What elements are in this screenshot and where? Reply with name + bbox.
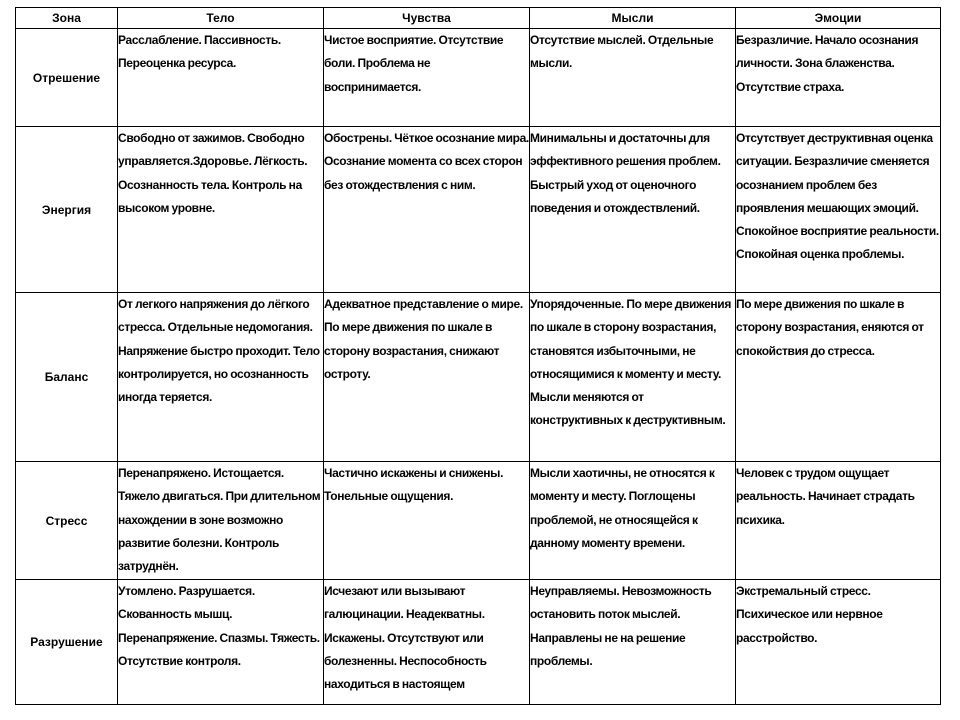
- table-row: [16, 462, 941, 580]
- feelings-cell: Частично искажены и снижены. Тонельные ощущения.: [324, 462, 530, 580]
- feelings-cell: Обострены. Чёткое осознание мира. Осознание момента со всех сторон без отождествления с ним.: [324, 127, 530, 293]
- header-body: Тело: [118, 8, 324, 29]
- table-row: [16, 29, 941, 127]
- zone-name: Энергия: [16, 127, 118, 293]
- body-cell: От легкого напряжения до лёгкого стресса. Отдельные недомогания. Напряжение быстро проходит. Тело контролируется, но осознанность иногда теряется.: [118, 293, 324, 462]
- thoughts-cell: Отсутствие мыслей. Отдельные мысли.: [530, 29, 736, 127]
- thoughts-cell: Мысли хаотичны, не относятся к моменту и месту. Поглощены проблемой, не относящейся к данному моменту времени.: [530, 462, 736, 580]
- feelings-cell: Исчезают или вызывают галюцинации. Неадекватны. Искажены. Отсутствуют или болезненны. Неспособность находиться в настоящем: [324, 580, 530, 705]
- zone-name: Баланс: [16, 293, 118, 462]
- zones-table: [15, 7, 941, 705]
- header-thoughts: Мысли: [530, 8, 736, 29]
- emotions-cell: Экстремальный стресс. Психическое или нервное расстройство.: [736, 580, 941, 705]
- emotions-cell: Человек с трудом ощущает реальность. Начинает страдать психика.: [736, 462, 941, 580]
- thoughts-cell: Неуправляемы. Невозможность остановить поток мыслей. Направлены не на решение проблемы.: [530, 580, 736, 705]
- body-cell: Перенапряжено. Истощается. Тяжело двигаться. При длительном нахождении в зоне возможно развитие болезни. Контроль затруднён.: [118, 462, 324, 580]
- zone-name: Отрешение: [16, 29, 118, 127]
- emotions-cell: Безразличие. Начало осознания личности. Зона блаженства. Отсутствие страха.: [736, 29, 941, 127]
- body-cell: Расслабление. Пассивность. Переоценка ресурса.: [118, 29, 324, 127]
- feelings-cell: Чистое восприятие. Отсутствие боли. Проблема не воспринимается.: [324, 29, 530, 127]
- body-cell: Свободно от зажимов. Свободно управляется.Здоровье. Лёгкость. Осознанность тела. Контроль на высоком уровне.: [118, 127, 324, 293]
- header-feelings: Чувства: [324, 8, 530, 29]
- emotions-cell: Отсутствует деструктивная оценка ситуации. Безразличие сменяется осознанием проблем без проявления мешающих эмоций. Спокойное восприятие реальности. Спокойная оценка проблемы.: [736, 127, 941, 293]
- zone-name: Стресс: [16, 462, 118, 580]
- thoughts-cell: Минимальны и достаточны для эффективного решения проблем. Быстрый уход от оценочного поведения и отождествлений.: [530, 127, 736, 293]
- table-row: [16, 293, 941, 462]
- emotions-cell: По мере движения по шкале в сторону возрастания, еняются от спокойствия до стресса.: [736, 293, 941, 462]
- table-row: [16, 127, 941, 293]
- header-zone: Зона: [16, 8, 118, 29]
- body-cell: Утомлено. Разрушается. Скованность мышц. Перенапряжение. Спазмы. Тяжесть. Отсутствие контроля.: [118, 580, 324, 705]
- header-row: [16, 8, 941, 29]
- thoughts-cell: Упорядоченные. По мере движения по шкале в сторону возрастания, становятся избыточными, не относящимися к моменту и месту. Мысли меняются от конструктивных к деструктивным.: [530, 293, 736, 462]
- zone-name: Разрушение: [16, 580, 118, 705]
- feelings-cell: Адекватное представление о мире. По мере движения по шкале в сторону возрастания, снижают остроту.: [324, 293, 530, 462]
- table-row: [16, 580, 941, 705]
- header-emotions: Эмоции: [736, 8, 941, 29]
